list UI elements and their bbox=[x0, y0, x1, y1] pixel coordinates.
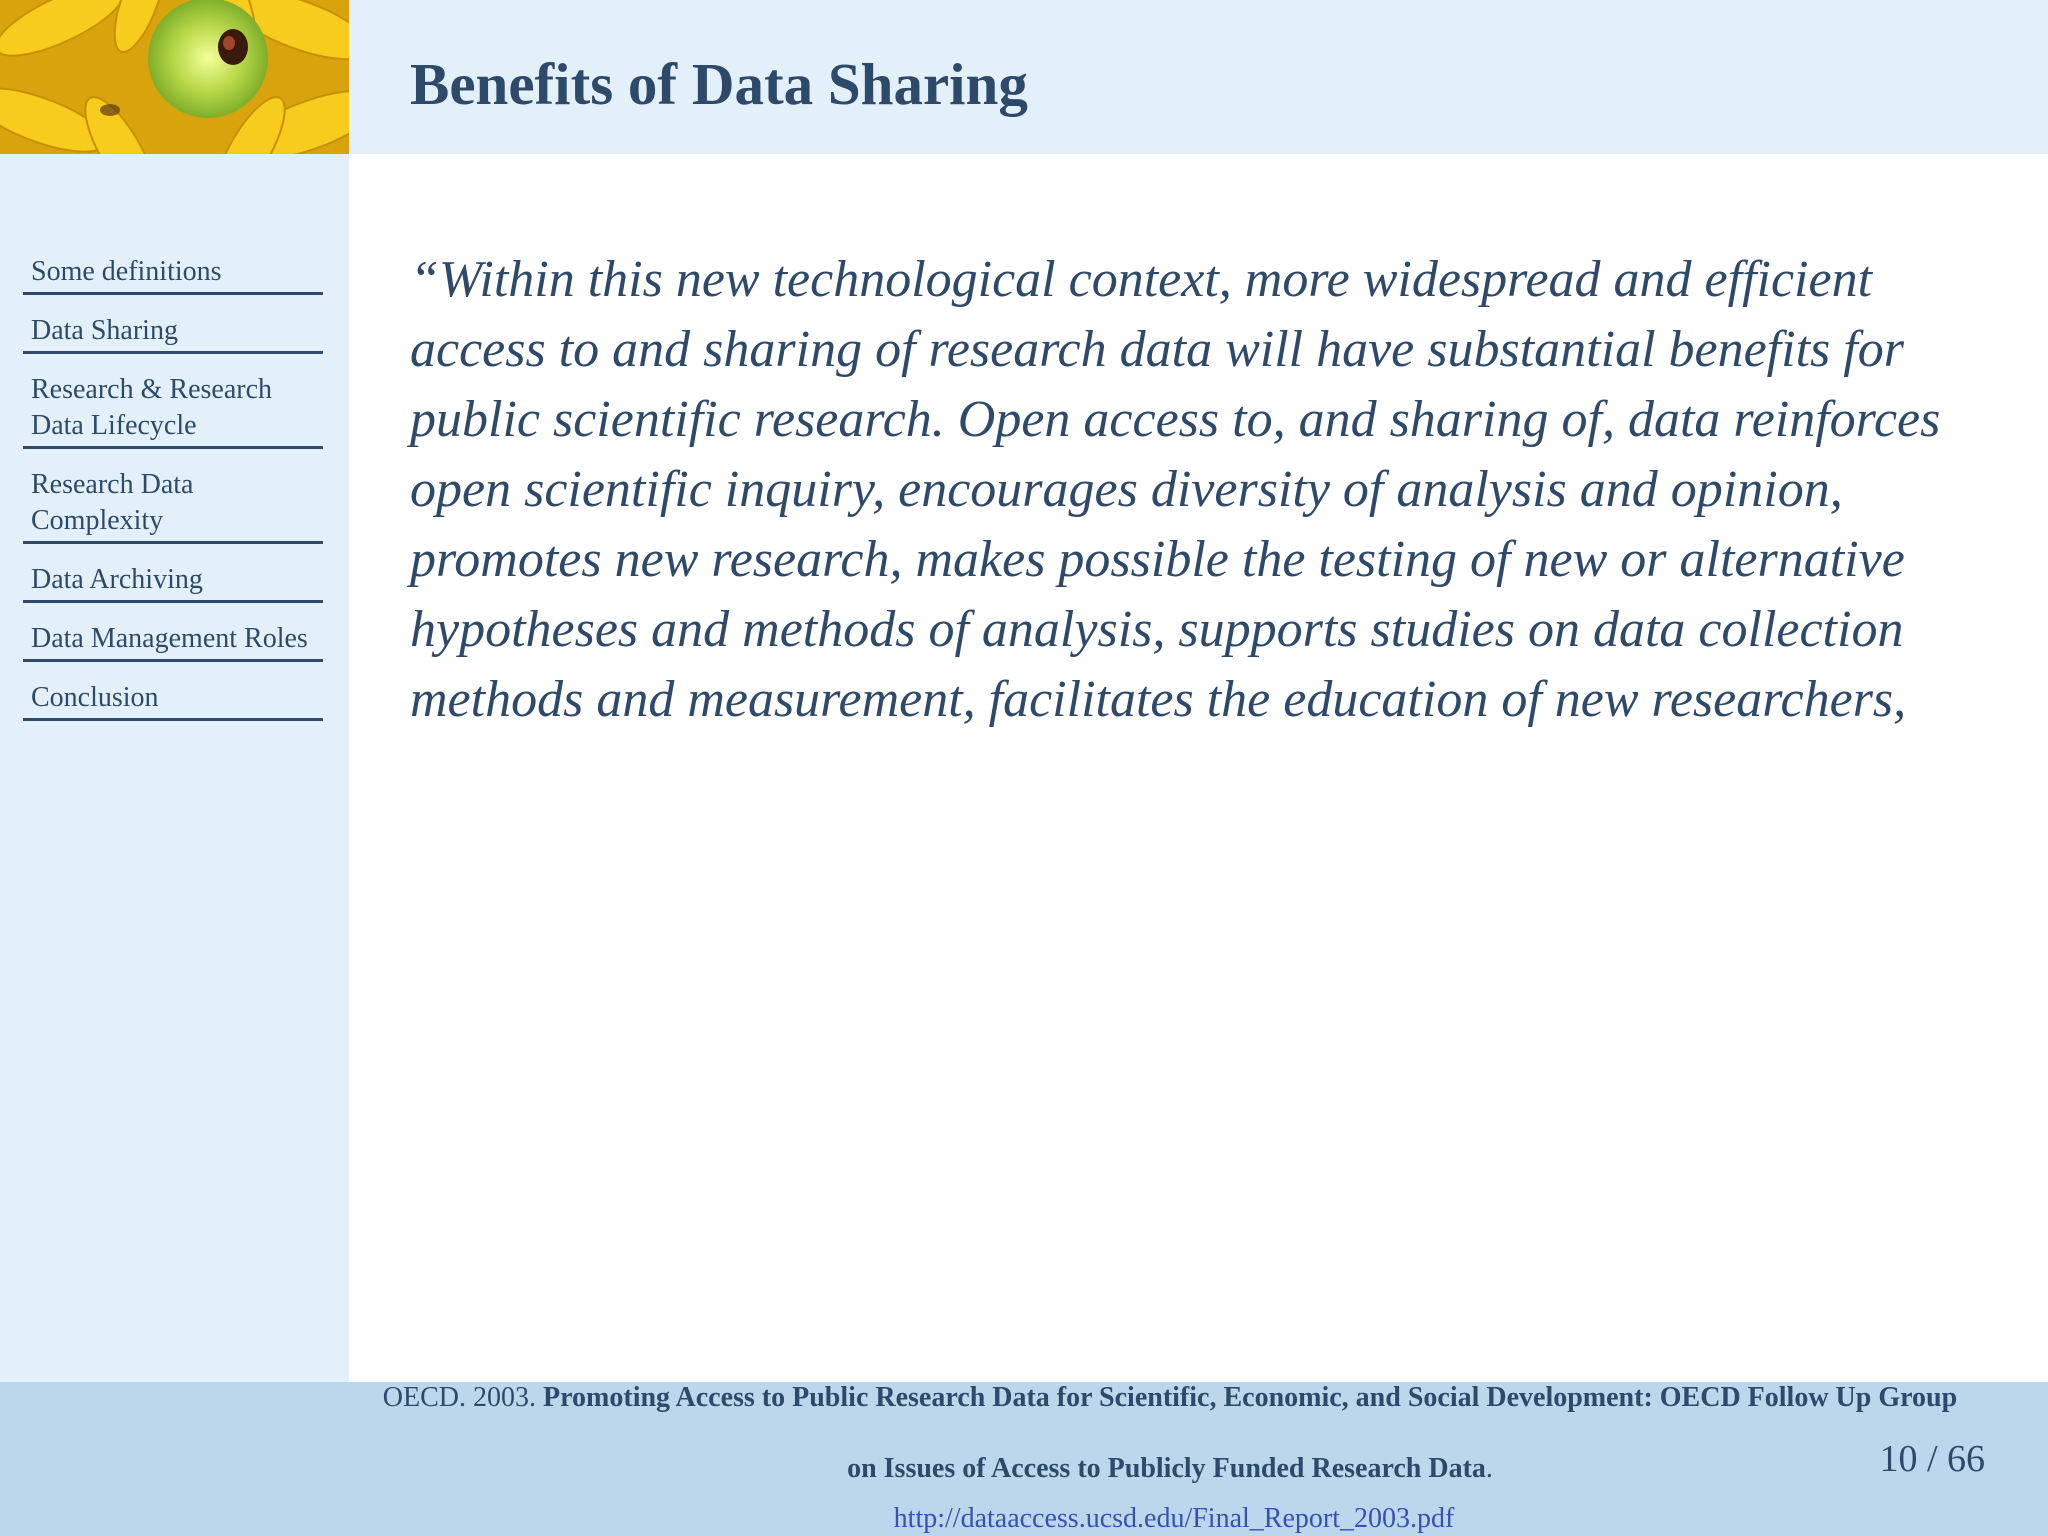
sidebar-item-research-lifecycle[interactable]: Research & Research Data Lifecycle bbox=[23, 372, 323, 449]
sidebar-nav bbox=[23, 254, 323, 739]
sidebar-item-data-archiving[interactable]: Data Archiving bbox=[23, 562, 323, 603]
sidebar-item-conclusion[interactable]: Conclusion bbox=[23, 680, 323, 721]
citation-url-link[interactable]: http://dataaccess.ucsd.edu/Final_Report_2003.pdf bbox=[893, 1503, 1455, 1534]
sidebar-item-research-data-complexity[interactable]: Research Data Complexity bbox=[23, 467, 323, 544]
quote-text: “Within this new technological context, more widespread and efficient access to and sharing of research data will have substantial benefits for public scientific research. Open access to, and sharing of, data reinforces open scientific inquiry, encourages diversity of analysis and opinion, promotes new research, makes possible the testing of new or alternative hypotheses and methods of analysis, supports studies on data collection methods and measurement, facilitates the education of new researchers, bbox=[410, 251, 1941, 728]
flower-logo-icon bbox=[0, 0, 349, 154]
sidebar-item-data-management-roles[interactable]: Data Management Roles bbox=[23, 621, 323, 662]
citation-prefix: OECD. 2003. bbox=[382, 1382, 537, 1413]
citation-suffix: . bbox=[1485, 1453, 1493, 1484]
slide-title: Benefits of Data Sharing bbox=[410, 51, 1028, 117]
citation-title: Promoting Access to Public Research Data for Scientific, Economic, and Social Development: OECD Follow Up Group on Issues of Access to Publicly Funded Research Data bbox=[543, 1382, 1958, 1484]
sidebar-item-some-definitions[interactable]: Some definitions bbox=[23, 254, 323, 295]
page-number: 10 / 66 bbox=[1879, 1438, 1985, 1480]
citation bbox=[370, 1362, 1970, 1504]
sidebar-item-data-sharing[interactable]: Data Sharing bbox=[23, 313, 323, 354]
sidebar bbox=[0, 154, 349, 1382]
